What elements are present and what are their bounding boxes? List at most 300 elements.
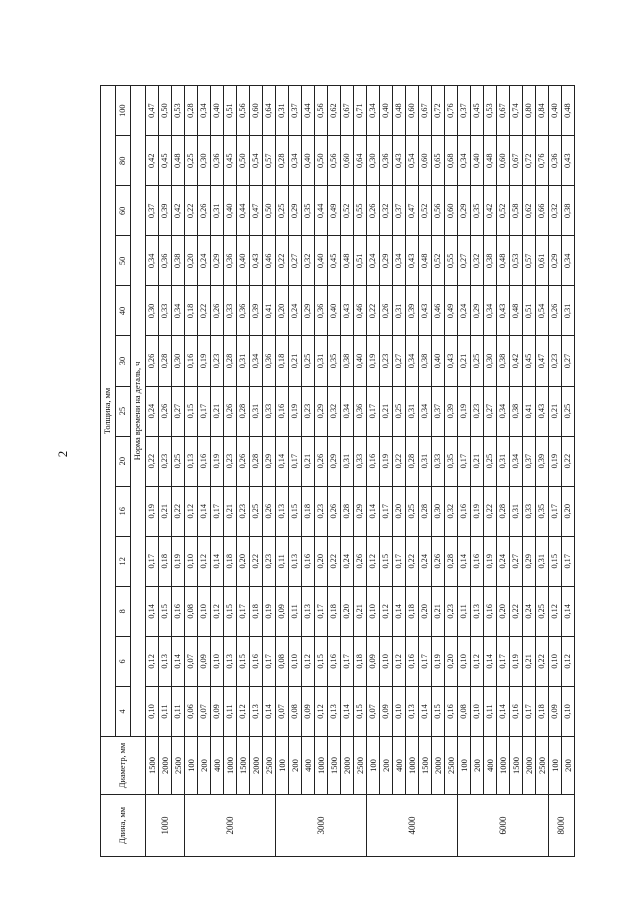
- diameter-cell: 2500: [263, 737, 276, 795]
- norm-value-cell: 0,28: [276, 136, 289, 186]
- norm-value-cell: 0,10: [562, 686, 575, 736]
- norm-value-cell: 0,36: [549, 136, 562, 186]
- norm-value-cell: 0,28: [224, 336, 237, 386]
- norm-value-cell: 0,27: [393, 336, 406, 386]
- norm-value-cell: 0,40: [549, 86, 562, 136]
- table-row: [237, 86, 250, 857]
- norm-value-cell: 0,07: [185, 636, 198, 686]
- norm-value-cell: 0,42: [484, 186, 497, 236]
- norm-value-cell: 0,52: [432, 236, 445, 286]
- norm-value-cell: 0,48: [510, 286, 523, 336]
- norm-value-cell: 0,45: [523, 336, 536, 386]
- norm-value-cell: 0,21: [549, 386, 562, 436]
- norm-value-cell: 0,28: [445, 536, 458, 586]
- norm-value-cell: 0,36: [237, 286, 250, 336]
- diameter-cell: 100: [458, 737, 471, 795]
- norm-value-cell: 0,12: [146, 636, 159, 686]
- norm-value-cell: 0,51: [224, 86, 237, 136]
- norm-value-cell: 0,43: [562, 136, 575, 186]
- norm-value-cell: 0,28: [497, 486, 510, 536]
- norm-value-cell: 0,37: [146, 186, 159, 236]
- norm-value-cell: 0,50: [263, 186, 276, 236]
- norm-value-cell: 0,20: [562, 486, 575, 536]
- norm-value-cell: 0,34: [419, 386, 432, 436]
- norm-value-cell: 0,40: [237, 236, 250, 286]
- norm-value-cell: 0,34: [198, 86, 211, 136]
- norm-value-cell: 0,31: [315, 336, 328, 386]
- norm-value-cell: 0,40: [380, 86, 393, 136]
- norm-value-cell: 0,21: [523, 636, 536, 686]
- norm-value-cell: 0,53: [484, 86, 497, 136]
- table-header: [101, 86, 146, 857]
- norm-value-cell: 0,49: [328, 186, 341, 236]
- table-row: [250, 86, 263, 857]
- norm-value-cell: 0,55: [445, 236, 458, 286]
- norm-value-cell: 0,30: [198, 136, 211, 186]
- norm-value-cell: 0,14: [341, 686, 354, 736]
- norm-value-cell: 0,23: [315, 486, 328, 536]
- norm-value-cell: 0,48: [172, 136, 185, 186]
- norm-value-cell: 0,34: [484, 286, 497, 336]
- norm-value-cell: 0,11: [289, 586, 302, 636]
- thickness-value: 80: [116, 136, 131, 186]
- norm-value-cell: 0,16: [484, 586, 497, 636]
- norm-value-cell: 0,43: [445, 336, 458, 386]
- norm-value-cell: 0,17: [341, 636, 354, 686]
- norm-value-cell: 0,16: [276, 386, 289, 436]
- norm-value-cell: 0,13: [471, 586, 484, 636]
- norm-value-cell: 0,26: [198, 186, 211, 236]
- thickness-value: 40: [116, 286, 131, 336]
- norm-value-cell: 0,21: [211, 386, 224, 436]
- norm-value-cell: 0,45: [224, 136, 237, 186]
- norm-value-cell: 0,67: [419, 86, 432, 136]
- norm-value-cell: 0,23: [224, 436, 237, 486]
- norm-value-cell: 0,16: [510, 686, 523, 736]
- norm-table-container: [100, 85, 575, 857]
- diameter-cell: 1500: [328, 737, 341, 795]
- norm-value-cell: 0,10: [380, 636, 393, 686]
- norm-value-cell: 0,27: [484, 386, 497, 436]
- norm-value-cell: 0,34: [393, 236, 406, 286]
- norm-value-cell: 0,48: [562, 86, 575, 136]
- norm-value-cell: 0,64: [354, 136, 367, 186]
- page-number: 2: [55, 450, 70, 458]
- norm-value-cell: 0,19: [484, 536, 497, 586]
- norm-value-cell: 0,11: [484, 686, 497, 736]
- norm-value-cell: 0,14: [211, 536, 224, 586]
- norm-value-cell: 0,12: [367, 536, 380, 586]
- table-row: [380, 86, 393, 857]
- thickness-value: 16: [116, 486, 131, 536]
- norm-value-cell: 0,22: [172, 486, 185, 536]
- norm-value-cell: 0,14: [146, 586, 159, 636]
- norm-value-cell: 0,17: [549, 486, 562, 536]
- norm-value-cell: 0,21: [289, 336, 302, 386]
- norm-value-cell: 0,54: [536, 286, 549, 336]
- table-row: [198, 86, 211, 857]
- norm-value-cell: 0,22: [406, 536, 419, 586]
- table-row: [159, 86, 172, 857]
- norm-value-cell: 0,19: [510, 636, 523, 686]
- norm-value-cell: 0,34: [510, 436, 523, 486]
- norm-value-cell: 0,14: [263, 686, 276, 736]
- norm-value-cell: 0,14: [276, 436, 289, 486]
- norm-value-cell: 0,37: [432, 386, 445, 436]
- norm-value-cell: 0,21: [471, 436, 484, 486]
- thickness-value: 50: [116, 236, 131, 286]
- norm-value-cell: 0,18: [250, 586, 263, 636]
- table-row: [393, 86, 406, 857]
- norm-value-cell: 0,21: [302, 436, 315, 486]
- norm-value-cell: 0,84: [536, 86, 549, 136]
- table-row: [458, 86, 471, 857]
- norm-value-cell: 0,60: [406, 86, 419, 136]
- norm-value-cell: 0,11: [159, 686, 172, 736]
- norm-value-cell: 0,29: [315, 386, 328, 436]
- diameter-cell: 2000: [341, 737, 354, 795]
- norm-value-cell: 0,10: [471, 686, 484, 736]
- norm-value-cell: 0,12: [549, 586, 562, 636]
- norm-value-cell: 0,13: [406, 686, 419, 736]
- diameter-cell: 2500: [172, 737, 185, 795]
- diameter-cell: 1500: [419, 737, 432, 795]
- norm-value-cell: 0,29: [458, 186, 471, 236]
- norm-value-cell: 0,36: [263, 336, 276, 386]
- table-row: [471, 86, 484, 857]
- norm-value-cell: 0,26: [315, 436, 328, 486]
- diameter-cell: 400: [393, 737, 406, 795]
- norm-value-cell: 0,67: [510, 136, 523, 186]
- norm-value-cell: 0,60: [341, 136, 354, 186]
- norm-value-cell: 0,15: [354, 686, 367, 736]
- norm-value-cell: 0,72: [523, 136, 536, 186]
- norm-value-cell: 0,27: [172, 386, 185, 436]
- norm-value-cell: 0,48: [497, 236, 510, 286]
- norm-value-cell: 0,20: [497, 586, 510, 636]
- norm-value-cell: 0,42: [172, 186, 185, 236]
- norm-value-cell: 0,08: [276, 636, 289, 686]
- norm-value-cell: 0,56: [315, 86, 328, 136]
- table-body: [146, 86, 575, 857]
- norm-value-cell: 0,54: [250, 136, 263, 186]
- norm-value-cell: 0,29: [549, 236, 562, 286]
- diameter-cell: 2000: [432, 737, 445, 795]
- norm-value-cell: 0,12: [302, 636, 315, 686]
- norm-value-cell: 0,16: [328, 636, 341, 686]
- norm-value-cell: 0,22: [562, 436, 575, 486]
- diameter-cell: 400: [302, 737, 315, 795]
- norm-value-cell: 0,19: [471, 486, 484, 536]
- diameter-cell: 400: [211, 737, 224, 795]
- norm-value-cell: 0,52: [497, 186, 510, 236]
- thickness-value: 100: [116, 86, 131, 136]
- norm-value-cell: 0,12: [198, 536, 211, 586]
- table-row: [172, 86, 185, 857]
- header-row: [101, 86, 116, 857]
- norm-value-cell: 0,42: [510, 336, 523, 386]
- norm-value-cell: 0,53: [172, 86, 185, 136]
- norm-value-cell: 0,17: [367, 386, 380, 436]
- norm-value-cell: 0,23: [263, 536, 276, 586]
- norm-value-cell: 0,35: [471, 186, 484, 236]
- norm-value-cell: 0,46: [263, 236, 276, 286]
- norm-value-cell: 0,29: [523, 536, 536, 586]
- table-row: [146, 86, 159, 857]
- norm-value-cell: 0,28: [250, 436, 263, 486]
- table-row: [354, 86, 367, 857]
- norm-value-cell: 0,57: [263, 136, 276, 186]
- norm-value-cell: 0,40: [315, 236, 328, 286]
- diameter-cell: 2500: [445, 737, 458, 795]
- norm-value-cell: 0,44: [302, 86, 315, 136]
- norm-value-cell: 0,44: [315, 186, 328, 236]
- norm-value-cell: 0,13: [250, 686, 263, 736]
- norm-value-cell: 0,24: [458, 286, 471, 336]
- norm-value-cell: 0,25: [302, 336, 315, 386]
- norm-value-cell: 0,33: [523, 486, 536, 536]
- norm-value-cell: 0,31: [510, 486, 523, 536]
- length-cell: 4000: [367, 795, 458, 857]
- norm-value-cell: 0,15: [224, 586, 237, 636]
- norm-value-cell: 0,19: [289, 386, 302, 436]
- norm-value-cell: 0,34: [172, 286, 185, 336]
- norm-value-cell: 0,66: [536, 186, 549, 236]
- norm-value-cell: 0,18: [406, 586, 419, 636]
- norm-value-cell: 0,35: [302, 186, 315, 236]
- norm-value-cell: 0,10: [146, 686, 159, 736]
- thickness-value: 20: [116, 436, 131, 486]
- norm-value-cell: 0,30: [172, 336, 185, 386]
- norm-value-cell: 0,17: [458, 436, 471, 486]
- norm-value-cell: 0,10: [367, 586, 380, 636]
- norm-value-cell: 0,26: [211, 286, 224, 336]
- norm-value-cell: 0,19: [380, 436, 393, 486]
- length-header: Длина, мм: [101, 795, 146, 857]
- diameter-cell: 200: [471, 737, 484, 795]
- norm-value-cell: 0,13: [302, 586, 315, 636]
- table-row: [549, 86, 562, 857]
- norm-value-cell: 0,80: [523, 86, 536, 136]
- norm-value-cell: 0,43: [393, 136, 406, 186]
- norm-value-cell: 0,20: [393, 486, 406, 536]
- norm-value-cell: 0,60: [250, 86, 263, 136]
- norm-value-cell: 0,31: [406, 386, 419, 436]
- norm-value-cell: 0,52: [341, 186, 354, 236]
- thickness-value: 30: [116, 336, 131, 386]
- table-row: [315, 86, 328, 857]
- norm-value-cell: 0,36: [224, 236, 237, 286]
- norm-value-cell: 0,19: [263, 586, 276, 636]
- norm-value-cell: 0,08: [289, 686, 302, 736]
- norm-value-cell: 0,41: [523, 386, 536, 436]
- norm-value-cell: 0,22: [198, 286, 211, 336]
- norm-value-cell: 0,16: [302, 536, 315, 586]
- norm-value-cell: 0,26: [146, 336, 159, 386]
- norm-value-cell: 0,45: [159, 136, 172, 186]
- norm-value-cell: 0,25: [536, 586, 549, 636]
- norm-value-cell: 0,17: [289, 436, 302, 486]
- norm-value-cell: 0,36: [380, 136, 393, 186]
- norm-value-cell: 0,31: [341, 436, 354, 486]
- norm-value-cell: 0,09: [211, 686, 224, 736]
- norm-value-cell: 0,19: [432, 636, 445, 686]
- norm-value-cell: 0,43: [497, 286, 510, 336]
- table-row: [302, 86, 315, 857]
- table-row: [211, 86, 224, 857]
- norm-value-cell: 0,26: [328, 486, 341, 536]
- norm-value-cell: 0,50: [315, 136, 328, 186]
- norm-value-cell: 0,09: [276, 586, 289, 636]
- norm-value-cell: 0,65: [432, 136, 445, 186]
- norm-value-cell: 0,31: [497, 436, 510, 486]
- norm-value-cell: 0,34: [289, 136, 302, 186]
- diameter-cell: 100: [549, 737, 562, 795]
- norm-value-cell: 0,15: [159, 586, 172, 636]
- norm-value-cell: 0,36: [315, 286, 328, 336]
- norm-value-cell: 0,50: [159, 86, 172, 136]
- norm-value-cell: 0,22: [484, 486, 497, 536]
- norm-value-cell: 0,08: [185, 586, 198, 636]
- thickness-value: 4: [116, 686, 131, 736]
- diameter-cell: 100: [367, 737, 380, 795]
- norm-value-cell: 0,31: [250, 386, 263, 436]
- norm-value-cell: 0,18: [354, 636, 367, 686]
- norm-value-cell: 0,32: [471, 236, 484, 286]
- norm-value-cell: 0,53: [510, 236, 523, 286]
- norm-value-cell: 0,10: [393, 686, 406, 736]
- norm-value-cell: 0,32: [302, 236, 315, 286]
- norm-value-cell: 0,62: [328, 86, 341, 136]
- table-row: [445, 86, 458, 857]
- diameter-cell: 1500: [510, 737, 523, 795]
- table-row: [523, 86, 536, 857]
- norm-value-cell: 0,31: [393, 286, 406, 336]
- norm-value-cell: 0,25: [250, 486, 263, 536]
- norm-value-cell: 0,34: [497, 386, 510, 436]
- norm-value-cell: 0,29: [328, 436, 341, 486]
- norm-value-cell: 0,33: [354, 436, 367, 486]
- norm-value-cell: 0,22: [276, 236, 289, 286]
- norm-value-cell: 0,23: [302, 386, 315, 436]
- norm-value-cell: 0,26: [263, 486, 276, 536]
- norm-value-cell: 0,56: [328, 136, 341, 186]
- norm-value-cell: 0,13: [159, 636, 172, 686]
- length-cell: 1000: [146, 795, 185, 857]
- norm-value-cell: 0,27: [510, 536, 523, 586]
- norm-value-cell: 0,71: [354, 86, 367, 136]
- norm-value-cell: 0,36: [354, 386, 367, 436]
- norm-value-cell: 0,15: [237, 636, 250, 686]
- norm-value-cell: 0,14: [172, 636, 185, 686]
- norm-value-cell: 0,48: [393, 86, 406, 136]
- norm-value-cell: 0,38: [497, 336, 510, 386]
- norm-value-cell: 0,28: [237, 386, 250, 436]
- norm-value-cell: 0,17: [380, 486, 393, 536]
- norm-value-cell: 0,34: [146, 236, 159, 286]
- norm-value-cell: 0,32: [549, 186, 562, 236]
- norm-value-cell: 0,15: [289, 486, 302, 536]
- norm-value-cell: 0,31: [237, 336, 250, 386]
- norm-value-cell: 0,14: [484, 636, 497, 686]
- norm-value-cell: 0,07: [198, 686, 211, 736]
- norm-value-cell: 0,12: [315, 686, 328, 736]
- norm-value-cell: 0,42: [146, 136, 159, 186]
- thickness-value: 8: [116, 586, 131, 636]
- diameter-cell: 1500: [237, 737, 250, 795]
- diameter-cell: 100: [185, 737, 198, 795]
- norm-value-cell: 0,32: [380, 186, 393, 236]
- diameter-cell: 2000: [159, 737, 172, 795]
- diameter-cell: 400: [484, 737, 497, 795]
- norm-value-cell: 0,12: [211, 586, 224, 636]
- norm-value-cell: 0,45: [471, 86, 484, 136]
- norm-value-cell: 0,07: [367, 686, 380, 736]
- norm-value-cell: 0,14: [367, 486, 380, 536]
- norm-value-cell: 0,17: [393, 536, 406, 586]
- norm-value-cell: 0,40: [302, 136, 315, 186]
- norm-value-cell: 0,17: [419, 636, 432, 686]
- norm-value-cell: 0,36: [159, 236, 172, 286]
- norm-value-cell: 0,28: [185, 86, 198, 136]
- norm-value-cell: 0,18: [224, 536, 237, 586]
- norm-value-cell: 0,27: [458, 236, 471, 286]
- norm-value-cell: 0,43: [406, 236, 419, 286]
- norm-value-cell: 0,23: [549, 336, 562, 386]
- norm-value-cell: 0,58: [510, 186, 523, 236]
- norm-value-cell: 0,10: [185, 536, 198, 586]
- norm-value-cell: 0,33: [159, 286, 172, 336]
- norm-value-cell: 0,17: [497, 636, 510, 686]
- norm-value-cell: 0,19: [367, 336, 380, 386]
- norm-value-cell: 0,35: [328, 336, 341, 386]
- norm-value-cell: 0,20: [185, 236, 198, 286]
- norm-value-cell: 0,34: [341, 386, 354, 436]
- norm-value-cell: 0,23: [211, 336, 224, 386]
- norm-value-cell: 0,34: [406, 336, 419, 386]
- table-row: [497, 86, 510, 857]
- norm-value-cell: 0,26: [354, 536, 367, 586]
- norm-value-cell: 0,23: [471, 386, 484, 436]
- diameter-cell: 2500: [536, 737, 549, 795]
- norm-value-cell: 0,46: [354, 286, 367, 336]
- norm-value-cell: 0,22: [146, 436, 159, 486]
- norm-value-cell: 0,61: [536, 236, 549, 286]
- norm-value-cell: 0,19: [172, 536, 185, 586]
- norm-value-cell: 0,24: [419, 536, 432, 586]
- norm-value-cell: 0,25: [393, 386, 406, 436]
- norm-value-cell: 0,20: [315, 536, 328, 586]
- norm-value-cell: 0,15: [380, 536, 393, 586]
- norm-value-cell: 0,16: [185, 336, 198, 386]
- length-cell: 6000: [458, 795, 549, 857]
- norm-value-cell: 0,25: [562, 386, 575, 436]
- thickness-header: Толщина, мм: [101, 86, 116, 737]
- norm-value-cell: 0,29: [354, 486, 367, 536]
- norm-value-cell: 0,76: [536, 136, 549, 186]
- table-row: [341, 86, 354, 857]
- norm-value-cell: 0,34: [250, 336, 263, 386]
- diameter-cell: 200: [562, 737, 575, 795]
- norm-value-cell: 0,18: [536, 686, 549, 736]
- norm-value-cell: 0,14: [562, 586, 575, 636]
- norm-value-cell: 0,11: [224, 686, 237, 736]
- norm-value-cell: 0,76: [445, 86, 458, 136]
- norm-value-cell: 0,32: [328, 386, 341, 436]
- norm-value-cell: 0,22: [250, 536, 263, 586]
- norm-value-cell: 0,60: [497, 136, 510, 186]
- norm-value-cell: 0,17: [146, 536, 159, 586]
